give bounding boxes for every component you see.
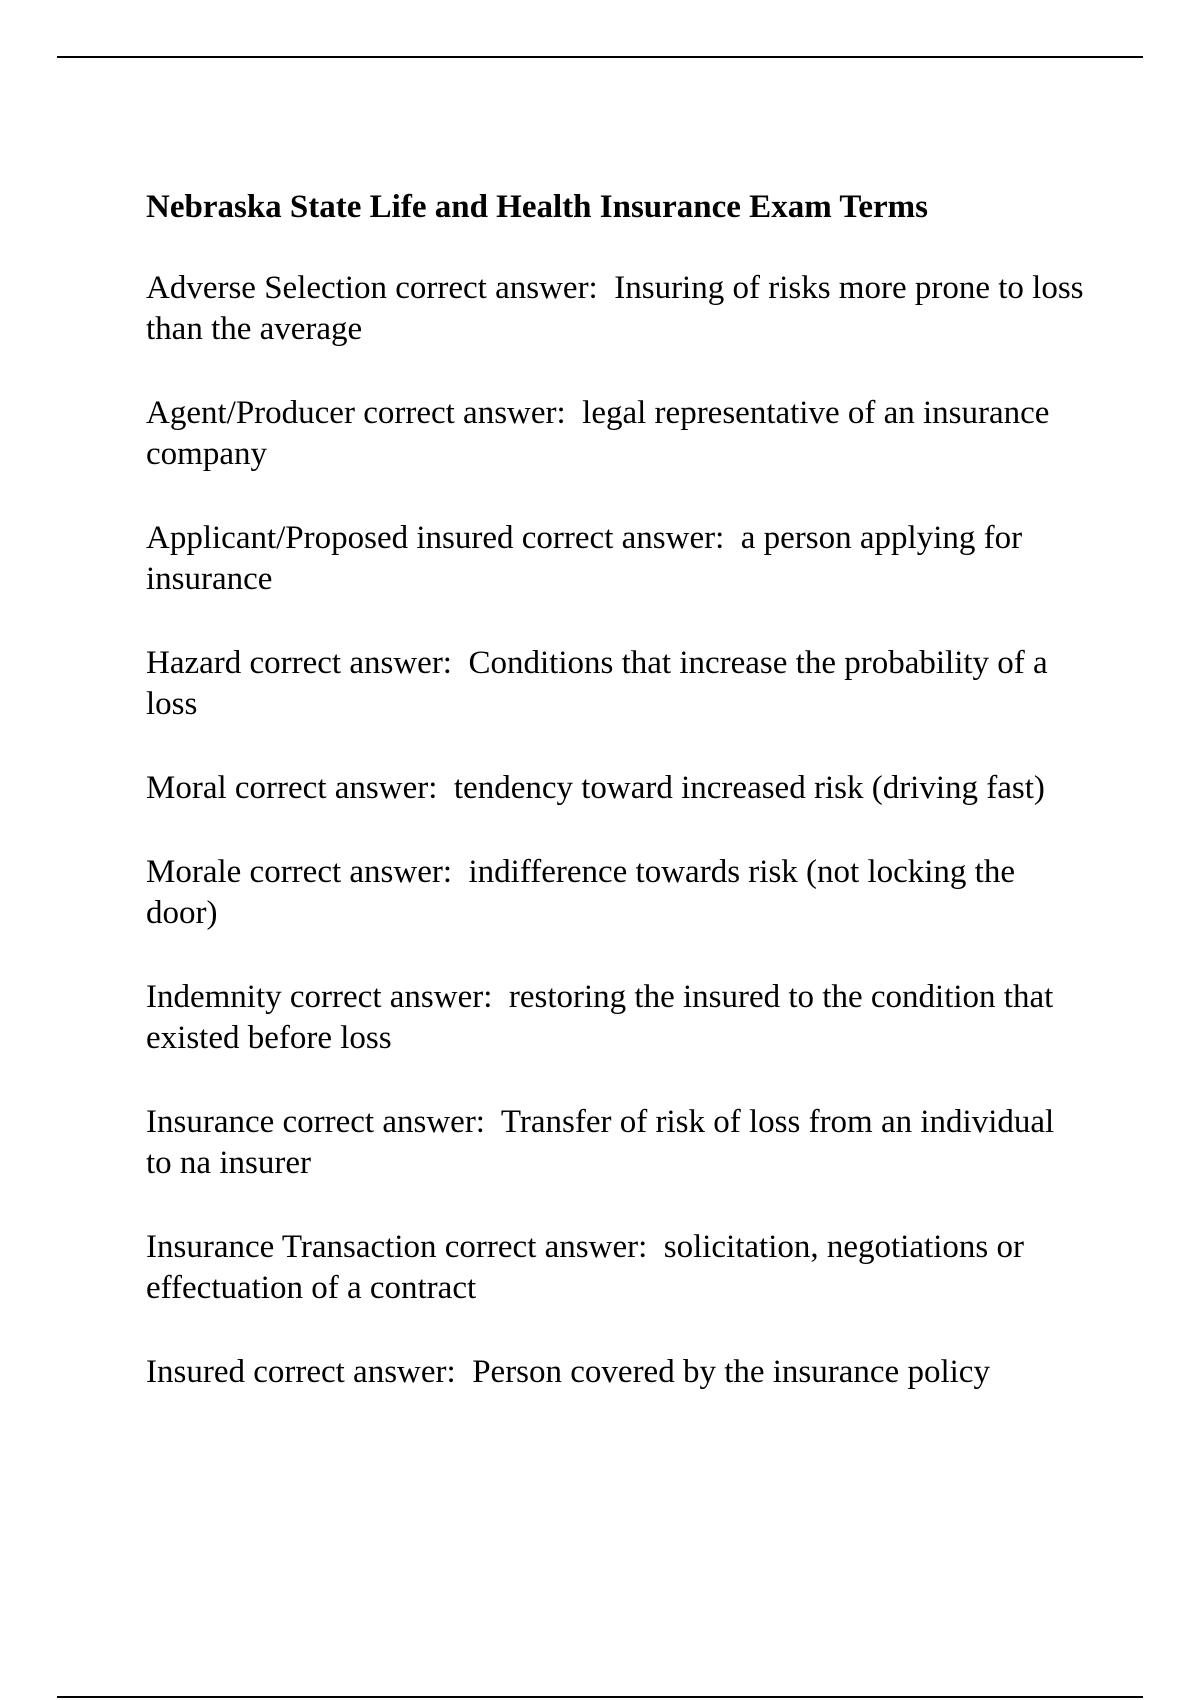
term-entry (146, 518, 1086, 600)
term-entry (146, 768, 1086, 809)
term-entry (146, 1227, 1086, 1309)
term-definition: tendency toward increased risk (driving fast) (453, 770, 1045, 806)
term-definition: Transfer of risk of loss from an individual to na insurer (146, 1104, 1063, 1181)
footer-rule (57, 1696, 1143, 1698)
term-entry (146, 268, 1092, 350)
document-title: Nebraska State Life and Health Insurance Exam Terms (146, 189, 928, 225)
term-name: Indemnity (146, 979, 282, 1015)
term-entry (146, 393, 1086, 475)
term-definition: Person covered by the insurance policy (472, 1354, 990, 1390)
term-name: Insurance Transaction (146, 1229, 437, 1265)
term-definition: Insuring of risks more prone to loss than the average (146, 270, 1092, 347)
document-body (146, 186, 1092, 1436)
terms-list (146, 268, 1092, 1393)
term-name: Insured (146, 1354, 245, 1390)
term-name: Insurance (146, 1104, 275, 1140)
term-name: Morale (146, 854, 242, 890)
term-definition: restoring the insured to the condition that existed before loss (146, 979, 1062, 1056)
term-separator: correct answer: (244, 1354, 473, 1390)
term-definition: Conditions that increase the probability of a loss (146, 645, 1056, 722)
term-separator: correct answer: (226, 770, 454, 806)
term-definition: indifference towards risk (not locking the door) (146, 854, 1024, 931)
term-separator: correct answer: (513, 520, 741, 556)
term-separator: correct answer: (241, 854, 469, 890)
term-entry (146, 1102, 1086, 1184)
term-separator: correct answer: (281, 979, 509, 1015)
term-name: Agent/Producer (146, 395, 355, 431)
term-definition: legal representative of an insurance company (146, 395, 1058, 472)
term-name: Hazard (146, 645, 242, 681)
header-rule (57, 56, 1143, 58)
term-entry (146, 852, 1086, 934)
term-definition: a person applying for insurance (146, 520, 1031, 597)
term-definition: solicitation, negotiations or effectuation of a contract (146, 1229, 1033, 1306)
term-separator: correct answer: (387, 270, 615, 306)
term-entry (146, 977, 1086, 1059)
term-separator: correct answer: (241, 645, 469, 681)
term-name: Adverse Selection (146, 270, 388, 306)
term-separator: correct answer: (436, 1229, 664, 1265)
term-separator: correct answer: (354, 395, 583, 431)
term-name: Moral (146, 770, 227, 806)
term-separator: correct answer: (274, 1104, 501, 1140)
term-entry (146, 643, 1086, 725)
term-name: Applicant/Proposed insured (146, 520, 514, 556)
term-entry (146, 1352, 1086, 1393)
